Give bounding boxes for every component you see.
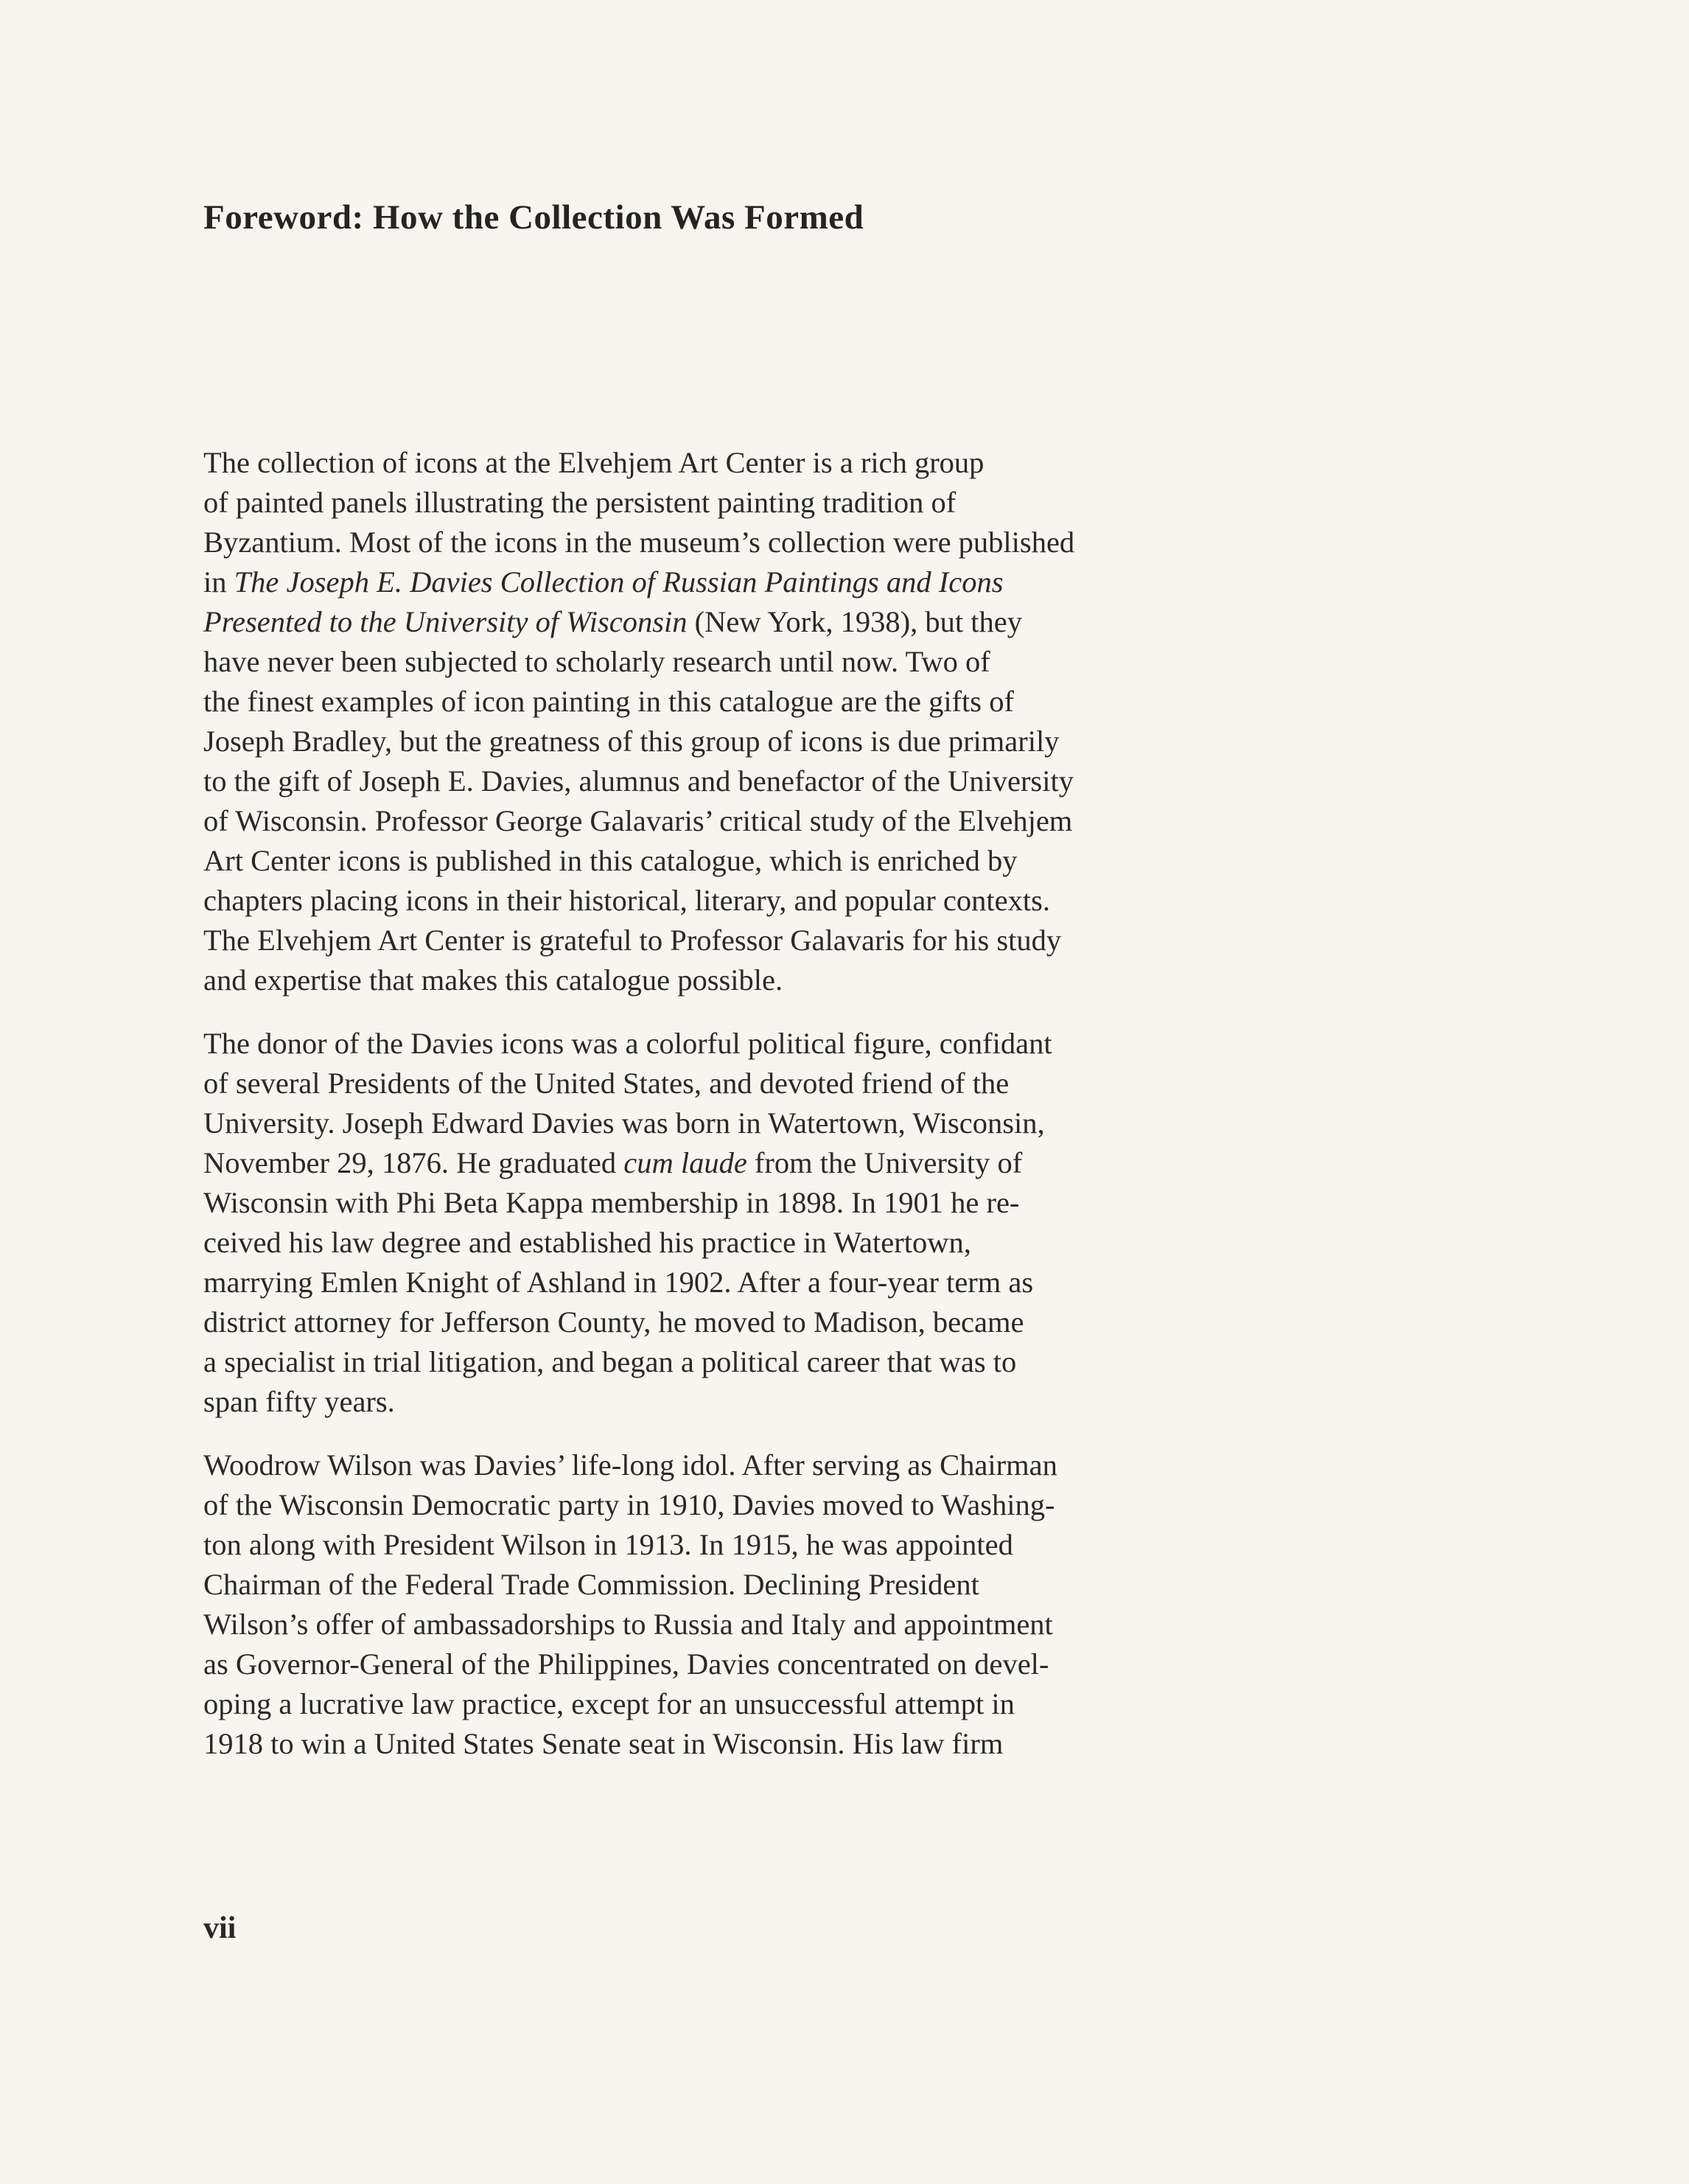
line-text: The donor of the Davies icons was a colorful political figure, confidant	[203, 1027, 1052, 1060]
text-line	[203, 682, 1294, 722]
text-line	[203, 1342, 1294, 1382]
text-line	[203, 483, 1294, 523]
line-text: University. Joseph Edward Davies was born in Watertown, Wisconsin,	[203, 1106, 1045, 1140]
line-text: a specialist in trial litigation, and began a political career that was to	[203, 1345, 1017, 1378]
text-line	[203, 642, 1294, 682]
line-text: of the Wisconsin Democratic party in 1910, Davies moved to Washing-	[203, 1488, 1055, 1521]
line-text: The collection of icons at the Elvehjem Art Center is a rich group	[203, 446, 985, 479]
line-text: ceived his law degree and established his practice in Watertown,	[203, 1226, 971, 1259]
text-line	[203, 1724, 1294, 1764]
line-text: Art Center icons is published in this catalogue, which is enriched by	[203, 844, 1018, 877]
text-line	[203, 1445, 1294, 1485]
text-line	[203, 960, 1294, 1000]
line-text: ton along with President Wilson in 1913. In 1915, he was appointed	[203, 1528, 1013, 1561]
line-text: Wilson’s offer of ambassadorships to Russia and Italy and appointment	[203, 1608, 1053, 1641]
italic-title-text: Presented to the University of Wisconsin	[203, 605, 688, 638]
text-line	[203, 1684, 1294, 1724]
line-text: 1918 to win a United States Senate seat in Wisconsin. His law firm	[203, 1727, 1004, 1760]
line-text: and expertise that makes this catalogue possible.	[203, 963, 783, 997]
text-line	[203, 1605, 1294, 1644]
text-line	[203, 1485, 1294, 1525]
paragraph	[203, 1445, 1294, 1764]
line-text: from the University of	[746, 1146, 1023, 1179]
line-text: of several Presidents of the United States, and devoted friend of the	[203, 1067, 1010, 1100]
text-line	[203, 1302, 1294, 1342]
page-title: Foreword: How the Collection Was Formed	[203, 198, 864, 237]
text-line	[203, 1103, 1294, 1143]
line-text: The Elvehjem Art Center is grateful to Professor Galavaris for his study	[203, 924, 1062, 957]
body-text	[203, 443, 1294, 1787]
line-text: oping a lucrative law practice, except for an unsuccessful attempt in	[203, 1687, 1015, 1720]
line-text: Joseph Bradley, but the greatness of this group of icons is due primarily	[203, 725, 1060, 758]
line-text: to the gift of Joseph E. Davies, alumnus and benefactor of the University	[203, 764, 1074, 798]
line-text: of Wisconsin. Professor George Galavaris’ critical study of the Elvehjem	[203, 804, 1073, 837]
text-line	[203, 1024, 1294, 1064]
text-line	[203, 1644, 1294, 1684]
page-number: vii	[203, 1911, 237, 1945]
text-line	[203, 562, 1294, 602]
italic-title-text: The Joseph E. Davies Collection of Russian Paintings and Icons	[234, 565, 1004, 599]
line-text: November 29, 1876. He graduated	[203, 1146, 624, 1179]
text-line	[203, 1143, 1294, 1183]
line-text: Byzantium. Most of the icons in the museum’s collection were published	[203, 526, 1075, 559]
line-text: as Governor-General of the Philippines, Davies concentrated on devel-	[203, 1647, 1049, 1681]
text-line	[203, 801, 1294, 841]
text-line	[203, 523, 1294, 562]
text-line	[203, 881, 1294, 921]
line-text: chapters placing icons in their historical, literary, and popular contexts.	[203, 884, 1051, 917]
line-text: Woodrow Wilson was Davies’ life-long idol. After serving as Chairman	[203, 1448, 1057, 1482]
line-text: (New York, 1938), but they	[687, 605, 1022, 638]
italic-title-text: cum laude	[623, 1146, 747, 1179]
line-text: district attorney for Jefferson County, he moved to Madison, became	[203, 1305, 1024, 1339]
line-text: of painted panels illustrating the persistent painting tradition of	[203, 486, 957, 519]
text-line	[203, 722, 1294, 761]
paragraph	[203, 1024, 1294, 1422]
text-line	[203, 602, 1294, 642]
text-line	[203, 1525, 1294, 1565]
text-line	[203, 443, 1294, 483]
text-line	[203, 761, 1294, 801]
text-line	[203, 1064, 1294, 1103]
line-text: Chairman of the Federal Trade Commission. Declining President	[203, 1568, 979, 1601]
text-line	[203, 1565, 1294, 1605]
text-line	[203, 1263, 1294, 1302]
paragraph	[203, 443, 1294, 1000]
text-line	[203, 1223, 1294, 1263]
line-text: marrying Emlen Knight of Ashland in 1902. After a four-year term as	[203, 1266, 1034, 1299]
line-text: the finest examples of icon painting in this catalogue are the gifts of	[203, 685, 1014, 718]
line-text: in	[203, 565, 234, 599]
line-text: Wisconsin with Phi Beta Kappa membership in 1898. In 1901 he re-	[203, 1186, 1020, 1219]
text-line	[203, 841, 1294, 881]
text-line	[203, 1382, 1294, 1422]
text-line	[203, 1183, 1294, 1223]
line-text: have never been subjected to scholarly research until now. Two of	[203, 645, 990, 678]
text-line	[203, 921, 1294, 960]
line-text: span fifty years.	[203, 1385, 395, 1418]
